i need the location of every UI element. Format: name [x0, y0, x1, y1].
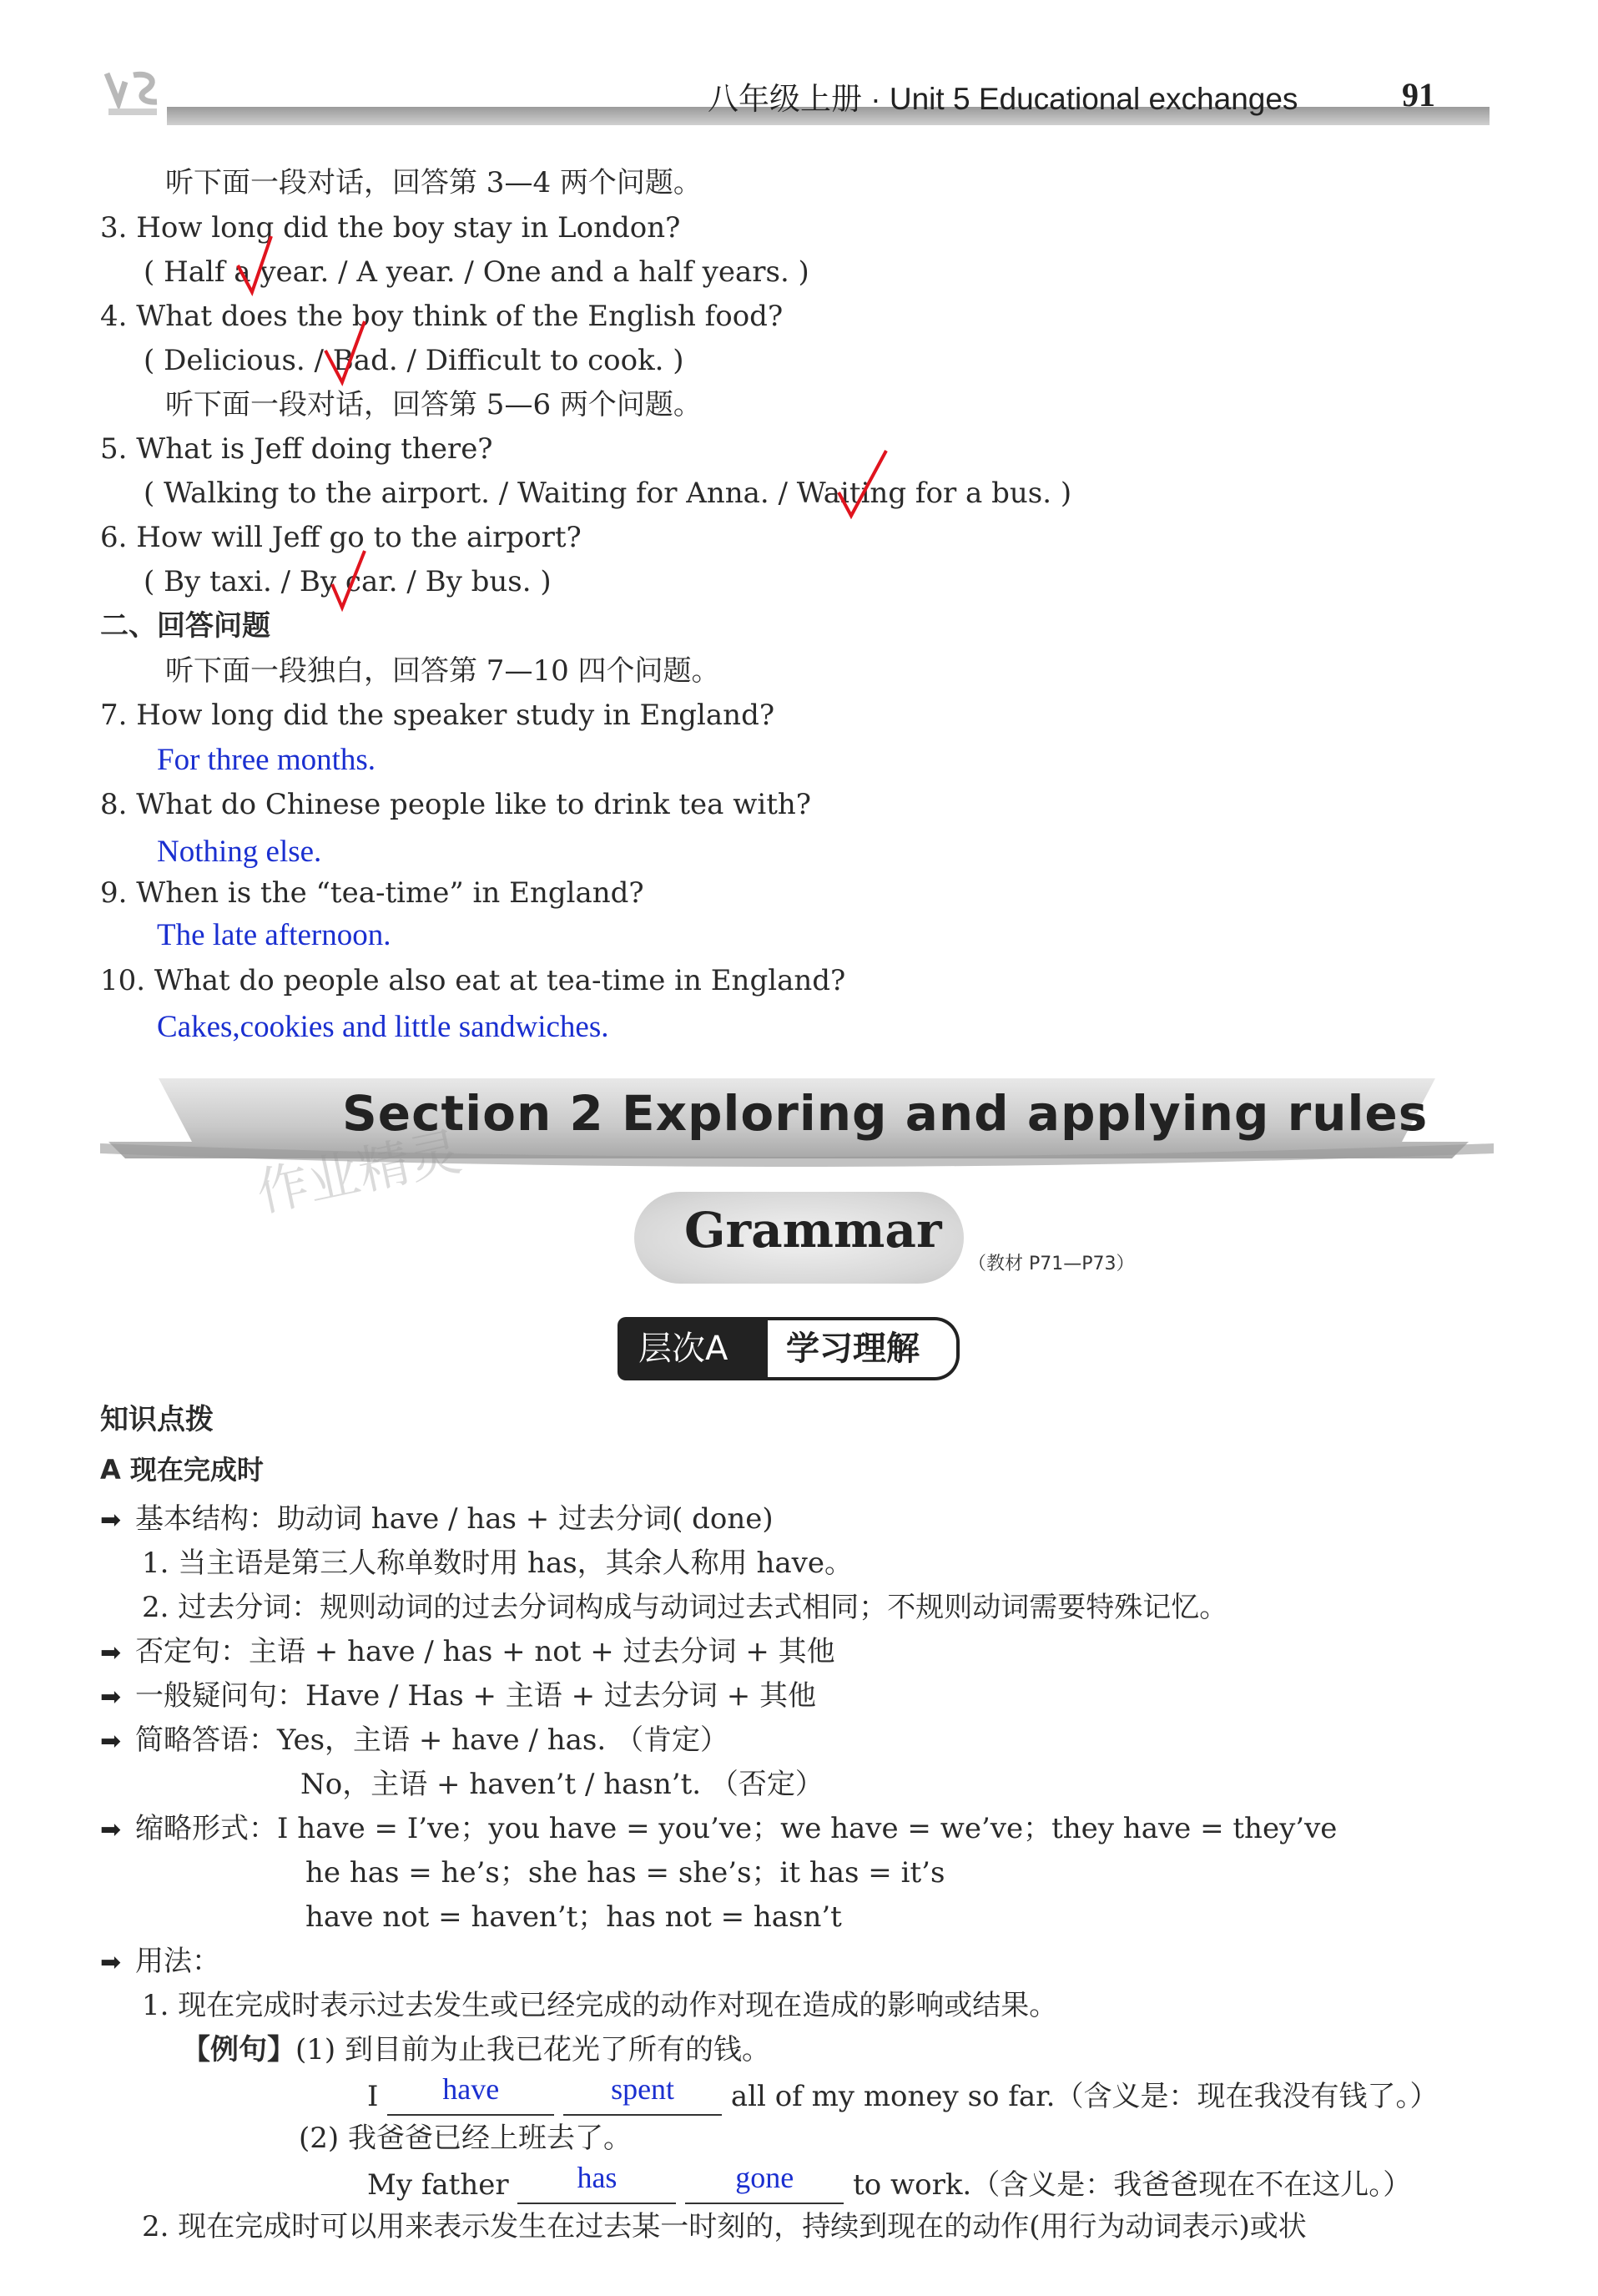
question-3-options: ( Half a year. / A year. / One and a half years. ) — [144, 255, 809, 289]
example-1-subject: I — [367, 2080, 379, 2113]
answer-9: The late afternoon. — [157, 918, 391, 952]
page-number: 91 — [1402, 76, 1435, 114]
check-mark-q3 — [238, 236, 271, 292]
short-answer-line — [100, 1721, 728, 1761]
intro-5-6: 听下面一段对话，回答第 5—6 两个问题。 — [165, 388, 702, 421]
arrow-icon: ➡ — [100, 1815, 122, 1844]
example-label: 【例句】 — [182, 2033, 295, 2066]
blank-3-answer: has — [577, 2161, 618, 2194]
question-6: 6. How will Jeff go to the airport? — [100, 521, 582, 554]
header-title: 八年级上册 · Unit 5 Educational exchanges — [708, 82, 1298, 116]
blank-1 — [387, 2072, 554, 2116]
contraction-text-2: he has = he’s；she has = she’s；it has = it’s — [305, 1856, 945, 1890]
example-2-cn: (2) 我爸爸已经上班去了。 — [299, 2122, 632, 2155]
example-2-rest: to work.（含义是：我爸爸现在不在这儿。） — [853, 2168, 1412, 2202]
usage-1: 1. 现在完成时表示过去发生或已经完成的动作对现在造成的影响或结果。 — [142, 1989, 1058, 2022]
example-1-cn — [182, 2031, 770, 2069]
blank-2-answer: spent — [611, 2072, 675, 2106]
blank-4 — [685, 2163, 844, 2204]
example-1-rest: all of my money so far.（含义是：现在我没有钱了。） — [730, 2080, 1439, 2113]
watermark: 作业精灵 — [251, 1120, 466, 1224]
question-10: 10. What do people also eat at tea-time in England? — [100, 964, 846, 997]
example-2-subject: My father — [367, 2168, 509, 2202]
check-marks — [0, 0, 1598, 668]
usage-2: 2. 现在完成时可以用来表示发生在过去某一时刻的，持续到现在的动作(用行为动词表示)或状 — [142, 2210, 1307, 2243]
arrow-icon: ➡ — [100, 1506, 122, 1535]
blank-2 — [563, 2072, 722, 2116]
question-4-options: ( Delicious. / Bad. / Difficult to cook. ) — [144, 344, 684, 377]
level-badge — [618, 1317, 976, 1380]
question-5-options: ( Walking to the airport. / Waiting for Anna. / Waiting for a bus. ) — [144, 477, 1072, 510]
contraction-line — [100, 1809, 1337, 1849]
arrow-icon: ➡ — [100, 1638, 122, 1668]
contraction-text-1: 缩略形式：I have = I’ve；you have = you’ve；we have = we’ve；they have = they’ve — [135, 1812, 1338, 1845]
rule-1: 1. 当主语是第三人称单数时用 has，其余人称用 have。 — [142, 1547, 853, 1580]
negative-text: 否定句：主语 + have / has + not + 过去分词 + 其他 — [135, 1635, 835, 1668]
example-1-text: (1) 到目前为止我已花光了所有的钱。 — [295, 2033, 770, 2066]
section-title: Section 2 Exploring and applying rules — [342, 1085, 1429, 1142]
intro-3-4: 听下面一段对话，回答第 3—4 两个问题。 — [165, 166, 702, 199]
grammar-title: Grammar — [684, 1202, 942, 1259]
question-7: 7. How long did the speaker study in England? — [100, 699, 775, 732]
question-3: 3. How long did the boy stay in London? — [100, 211, 681, 245]
structure-text: 基本结构：助动词 have / has + 过去分词( done) — [135, 1502, 774, 1536]
arrow-icon: ➡ — [100, 1948, 122, 1977]
question-form-text: 一般疑问句：Have / Has + 主语 + 过去分词 + 其他 — [135, 1679, 816, 1713]
answer-7: For three months. — [157, 743, 376, 777]
negative-line — [100, 1632, 835, 1673]
blank-3 — [517, 2163, 676, 2204]
knowledge-sub-a: A 现在完成时 — [100, 1454, 264, 1486]
structure-line — [100, 1500, 774, 1540]
level-label: 层次A — [618, 1317, 768, 1380]
level-title: 学习理解 — [768, 1317, 960, 1380]
question-5: 5. What is Jeff doing there? — [100, 432, 493, 466]
blank-1-answer: have — [442, 2072, 500, 2106]
example-2-en — [367, 2163, 1411, 2204]
short-answer-negative: No，主语 + haven’t / hasn’t. （否定） — [300, 1768, 824, 1801]
blank-4-answer: gone — [735, 2161, 794, 2194]
rule-2: 2. 过去分词：规则动词的过去分词构成与动词过去式相同；不规则动词需要特殊记忆。 — [142, 1591, 1228, 1624]
example-1-en — [367, 2072, 1439, 2116]
usage-text: 用法： — [135, 1945, 220, 1978]
textbook-reference: （教材 P71—P73） — [968, 1254, 1135, 1274]
part2-heading: 二、回答问题 — [100, 609, 270, 643]
answer-8: Nothing else. — [157, 835, 322, 869]
arrow-icon: ➡ — [100, 1727, 122, 1756]
part2-intro: 听下面一段独白，回答第 7—10 四个问题。 — [165, 654, 720, 688]
arrow-icon: ➡ — [100, 1683, 122, 1712]
question-9: 9. When is the “tea-time” in England? — [100, 876, 644, 910]
question-8: 8. What do Chinese people like to drink tea with? — [100, 788, 812, 821]
short-answer-positive: 简略答语：Yes，主语 + have / has. （肯定） — [135, 1723, 728, 1757]
knowledge-heading: 知识点拨 — [100, 1403, 214, 1436]
question-6-options: ( By taxi. / By car. / By bus. ) — [144, 565, 552, 598]
question-4: 4. What does the boy think of the English food? — [100, 300, 784, 333]
contraction-text-3: have not = haven’t；has not = hasn’t — [305, 1900, 842, 1934]
usage-line — [100, 1942, 220, 1982]
question-form-line — [100, 1677, 816, 1717]
answer-10: Cakes,cookies and little sandwiches. — [157, 1010, 609, 1044]
check-mark-q4 — [325, 321, 365, 382]
check-mark-q6 — [332, 551, 365, 608]
check-mark-q5 — [839, 451, 886, 516]
